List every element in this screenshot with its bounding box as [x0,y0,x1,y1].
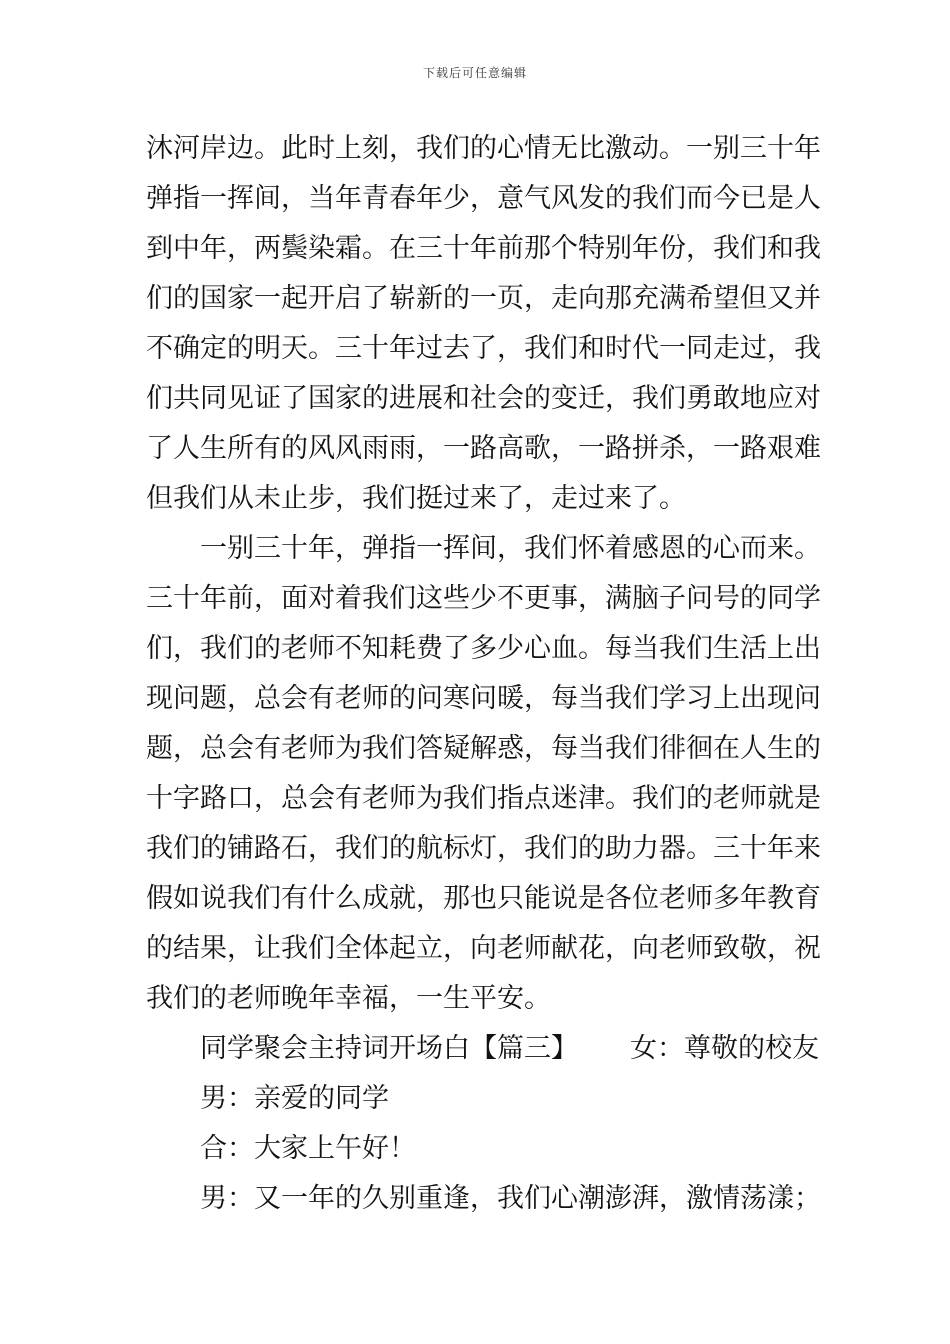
text-line: 的结果，让我们全体起立，向老师献花，向老师致敬，祝 [146,933,821,964]
dialogue-line: 男：又一年的久别重逢，我们心潮澎湃，激情荡漾； [200,1183,821,1214]
text-line: 一别三十年，弹指一挥间，我们怀着感恩的心而来。 [200,533,821,564]
text-line: 了人生所有的风风雨雨，一路高歌，一路拼杀，一路艰难 [146,433,821,464]
text-line: 不确定的明天。三十年过去了，我们和时代一同走过，我 [146,333,821,364]
dialogue [146,1074,821,1224]
text-line: 沐河岸边。此时上刻，我们的心情无比激动。一别三十年 [146,133,821,164]
text-line: 但我们从未止步，我们挺过来了，走过来了。 [146,483,686,514]
document-body [146,124,821,1224]
text-line: 到中年，两鬓染霜。在三十年前那个特别年份，我们和我 [146,233,821,264]
text-line: 三十年前，面对着我们这些少不更事，满脑子问号的同学 [146,583,821,614]
section-title-line [146,1024,819,1074]
dialogue-line-female: 女：尊敬的校友 [630,1033,819,1064]
text-line: 我们的铺路石，我们的航标灯，我们的助力器。三十年来 [146,833,821,864]
text-line: 们的国家一起开启了崭新的一页，走向那充满希望但又并 [146,283,821,314]
text-line: 十字路口，总会有老师为我们指点迷津。我们的老师就是 [146,783,821,814]
text-line: 们共同见证了国家的进展和社会的变迁，我们勇敢地应对 [146,383,821,414]
text-line: 假如说我们有什么成就，那也只能说是各位老师多年教育 [146,883,821,914]
text-line: 们，我们的老师不知耗费了多少心血。每当我们生活上出 [146,633,821,664]
text-line: 我们的老师晚年幸福，一生平安。 [146,983,551,1014]
paragraph-1 [146,124,821,524]
dialogue-line: 男：亲爱的同学 [200,1083,389,1114]
dialogue-line: 合：大家上午好！ [200,1133,416,1164]
text-line: 现问题，总会有老师的问寒问暖，每当我们学习上出现问 [146,683,821,714]
page-header: 下载后可任意编辑 [422,66,527,80]
section-heading [146,1024,819,1074]
paragraph-2 [146,524,821,1024]
text-line: 弹指一挥间，当年青春年少，意气风发的我们而今已是人 [146,183,821,214]
text-line: 题，总会有老师为我们答疑解惑，每当我们徘徊在人生的 [146,733,821,764]
section-title: 同学聚会主持词开场白【篇三】 [200,1033,578,1064]
